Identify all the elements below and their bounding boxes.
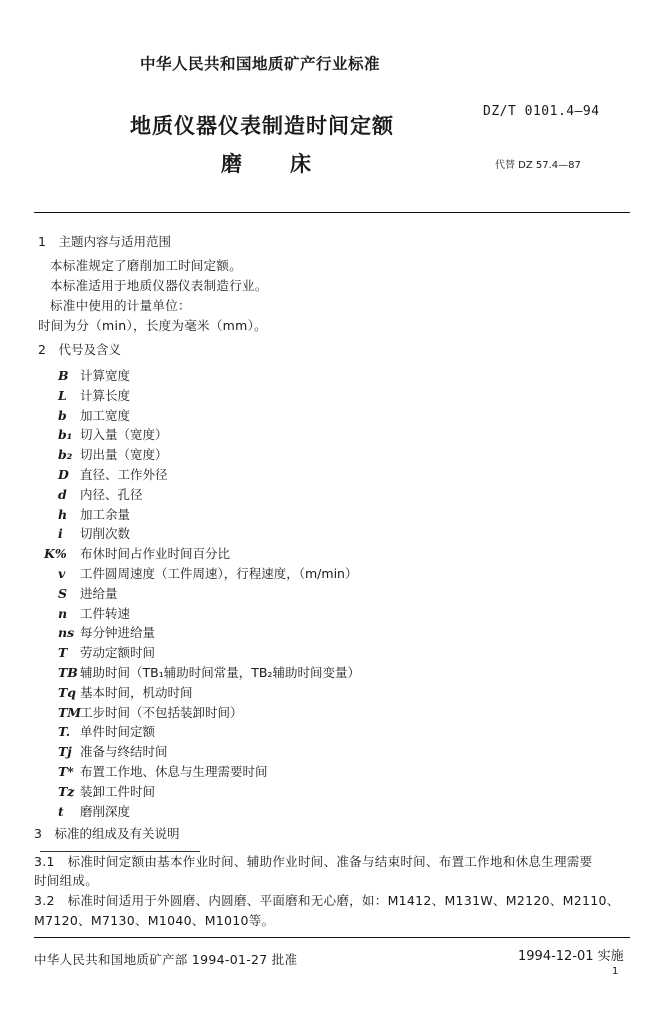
symbol-code: TB [58,665,78,680]
symbol-description: 进给量 [80,585,118,601]
symbol-code: h [58,506,68,522]
symbol-description: 劳动定额时间 [80,645,156,661]
replaces-standard: 代替 DZ 57.4—87 [495,160,581,171]
symbol-row [58,782,155,800]
symbol-code: v [58,566,66,581]
symbol-row [58,465,168,483]
section-1-heading: 1 主题内容与适用范围 [38,234,171,249]
symbol-description: 磨削深度 [80,803,131,819]
approval-statement: 中华人民共和国地质矿产部 1994-01-27 批准 [34,952,298,967]
symbol-code: b [58,407,67,423]
symbol-row [58,623,155,641]
symbol-description: 内径、孔径 [80,486,143,502]
symbol-row [58,683,193,701]
symbol-description: 装卸工件时间 [80,783,156,799]
symbol-description: 工件圆周速度（工件周速），行程速度，（m/min） [80,566,358,581]
symbol-description: 切入量（宽度） [80,427,168,443]
symbol-description: 计算长度 [80,387,131,403]
symbol-description: 计算宽度 [80,368,131,383]
symbol-code: S [58,585,68,601]
symbol-code: B [58,368,69,383]
symbol-code: n [58,605,68,621]
symbol-code: Tz [58,783,75,799]
symbol-row [58,604,130,622]
symbol-code: Tj [58,744,72,760]
symbol-description: 切削次数 [80,526,131,542]
symbol-row [58,762,268,780]
symbol-code: t [58,803,64,819]
standard-code: DZ/T 0101.4—94 [483,104,600,119]
symbol-row [58,505,130,523]
symbol-row [58,643,155,661]
symbol-code: TM [58,704,82,720]
symbol-code: ns [58,625,75,641]
symbol-row [44,544,230,562]
section-1-line: 本标准规定了磨削加工时间定额。 [50,258,243,273]
symbol-row [58,742,168,760]
document-title: 地质仪器仪表制造时间定额 [130,114,394,138]
clause-3-1-line-1: 3.1 标准时间定额由基本作业时间、辅助作业时间、准备与结束时间、布置工作地和休息生理需要 [34,854,593,869]
symbol-row [58,485,143,503]
symbol-code: T* [58,764,74,779]
symbol-row [58,425,168,443]
symbol-description: 布休时间占作业时间百分比 [80,546,231,562]
section-1-line: 本标准适用于地质仪器仪表制造行业。 [50,278,268,293]
symbol-description: 工件转速 [80,605,131,621]
symbol-description: 布置工作地、休息与生理需要时间 [80,764,268,779]
symbol-code: K% [44,546,67,562]
symbol-description: 单件时间定额 [80,724,156,740]
symbol-code: d [58,486,67,502]
section-2-heading: 2 代号及含义 [38,342,121,357]
symbol-description: 工步时间（不包括装卸时间） [80,704,243,720]
symbol-row [58,703,243,721]
symbol-description: 准备与终结时间 [80,744,168,760]
symbol-code: b₂ [58,447,73,463]
effective-date: 1994-12-01 实施 [518,949,624,964]
footer-divider [34,937,630,938]
symbol-row [58,524,130,542]
symbol-row [58,584,118,602]
symbol-row [58,366,130,384]
document-subtitle: 磨床 [221,152,359,176]
symbol-row [58,445,168,463]
section-1-line: 标准中使用的计量单位： [50,298,191,313]
page-number: 1 [612,966,619,977]
symbol-row [58,663,360,681]
symbol-description: 切出量（宽度） [80,447,168,463]
symbol-code: i [58,526,63,542]
symbol-row [58,406,130,424]
symbol-row [58,386,130,404]
symbol-description: 加工余量 [80,506,131,522]
symbol-description: 加工宽度 [80,407,131,423]
symbol-description: 基本时间，机动时间 [80,684,193,700]
symbol-row [58,802,130,820]
clause-3-2-line-1: 3.2 标准时间适用于外圆磨、内圆磨、平面磨和无心磨，如：M1412、M131W、M2120、M2110、 [34,893,620,908]
symbol-code: Tq [58,684,77,700]
symbol-description: 直径、工作外径 [80,467,168,482]
symbol-description: 每分钟进给量 [80,625,156,641]
symbol-code: T. [58,724,71,740]
symbol-row [58,722,155,740]
symbol-code: L [58,387,67,403]
header-divider [34,212,630,213]
symbol-row [58,564,357,582]
clause-3-2-line-2: M7120、M7130、M1040、M1010等。 [34,913,275,928]
issuing-authority: 中华人民共和国地质矿产行业标准 [140,55,381,73]
symbol-code: T [58,645,68,661]
symbol-code: D [58,467,69,482]
symbol-description: 辅助时间（TB₁辅助时间常量，TB₂辅助时间变量） [80,665,360,680]
clause-3-1-line-2: 时间组成。 [34,873,99,888]
section-1-line: 时间为分（min），长度为毫米（mm）。 [38,318,267,333]
section-3-heading: 3 标准的组成及有关说明 [34,826,180,841]
symbol-code: b₁ [58,427,73,443]
